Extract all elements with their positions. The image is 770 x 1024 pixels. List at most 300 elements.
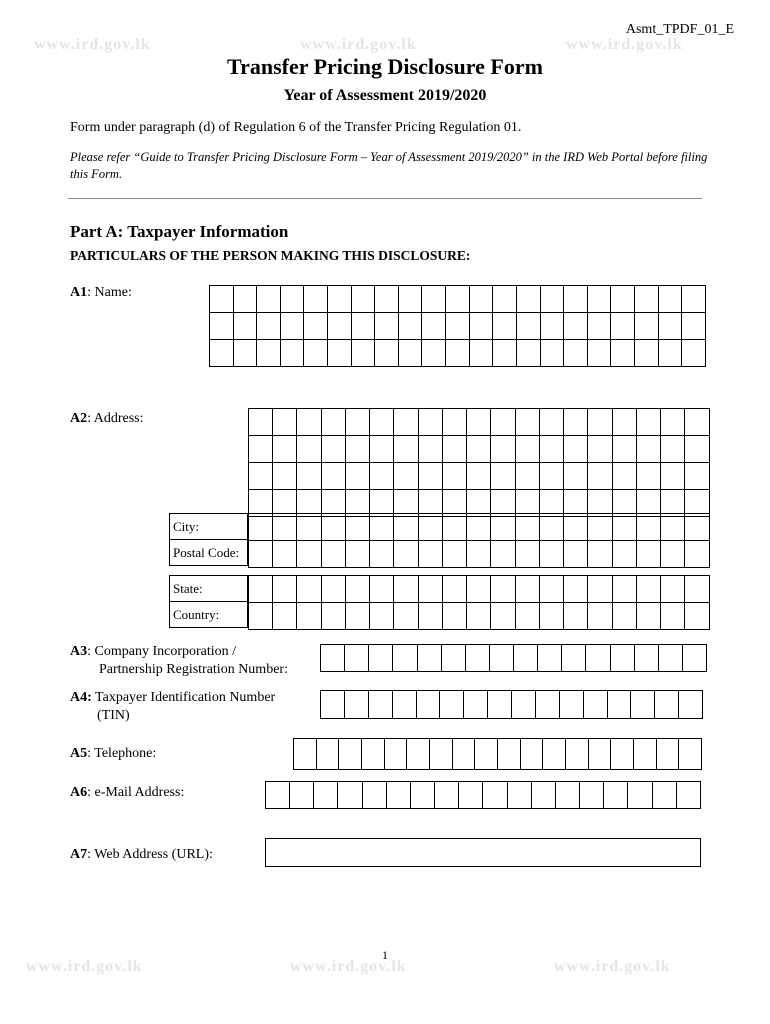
char-box[interactable]: [321, 409, 345, 436]
char-box[interactable]: [370, 603, 394, 630]
char-box[interactable]: [304, 286, 328, 313]
char-box[interactable]: [634, 313, 658, 340]
char-box[interactable]: [361, 739, 384, 770]
char-box[interactable]: [493, 313, 517, 340]
char-box[interactable]: [249, 541, 273, 568]
char-box[interactable]: [634, 340, 658, 367]
char-box[interactable]: [422, 313, 446, 340]
char-box[interactable]: [636, 576, 660, 603]
char-box[interactable]: [459, 782, 483, 809]
char-box[interactable]: [475, 739, 498, 770]
char-box[interactable]: [631, 691, 655, 719]
char-box[interactable]: [394, 576, 418, 603]
char-box[interactable]: [564, 541, 588, 568]
char-box[interactable]: [516, 340, 540, 367]
char-box[interactable]: [539, 576, 563, 603]
char-box[interactable]: [304, 340, 328, 367]
char-box[interactable]: [297, 463, 321, 490]
char-box[interactable]: [398, 340, 422, 367]
char-box[interactable]: [280, 313, 304, 340]
char-box[interactable]: [489, 645, 513, 672]
char-box[interactable]: [273, 541, 297, 568]
char-box[interactable]: [467, 576, 491, 603]
char-box[interactable]: [249, 603, 273, 630]
char-box[interactable]: [398, 313, 422, 340]
char-box[interactable]: [587, 340, 611, 367]
char-box[interactable]: [636, 603, 660, 630]
char-box[interactable]: [633, 739, 656, 770]
char-box[interactable]: [636, 409, 660, 436]
char-box[interactable]: [491, 603, 515, 630]
char-box[interactable]: [370, 541, 394, 568]
char-box[interactable]: [535, 691, 559, 719]
a5-label: A5: Telephone:: [70, 746, 157, 761]
char-box[interactable]: [375, 286, 399, 313]
char-box[interactable]: [410, 782, 434, 809]
char-box[interactable]: [612, 514, 636, 541]
char-box[interactable]: [418, 576, 442, 603]
city-postal-input-grid[interactable]: [248, 513, 710, 568]
char-box[interactable]: [280, 340, 304, 367]
char-box[interactable]: [587, 286, 611, 313]
char-box[interactable]: [418, 541, 442, 568]
a1-label: A1: Name:: [70, 285, 132, 300]
char-box[interactable]: [612, 409, 636, 436]
char-box[interactable]: [467, 463, 491, 490]
char-box[interactable]: [394, 514, 418, 541]
char-box[interactable]: [249, 576, 273, 603]
char-box[interactable]: [660, 603, 684, 630]
char-box[interactable]: [210, 286, 234, 313]
char-box[interactable]: [559, 691, 583, 719]
char-box[interactable]: [321, 436, 345, 463]
char-box[interactable]: [370, 576, 394, 603]
char-box[interactable]: [540, 286, 564, 313]
char-box[interactable]: [328, 286, 352, 313]
state-country-input-grid[interactable]: [248, 575, 710, 630]
char-box[interactable]: [587, 313, 611, 340]
char-box[interactable]: [467, 541, 491, 568]
char-box[interactable]: [636, 541, 660, 568]
a6-label: A6: e-Mail Address:: [70, 785, 185, 800]
char-box[interactable]: [588, 463, 612, 490]
char-box[interactable]: [660, 463, 684, 490]
char-box[interactable]: [520, 739, 543, 770]
char-box[interactable]: [588, 436, 612, 463]
a3-label: A3: Company Incorporation / Partnership Registration Number:: [70, 644, 288, 677]
char-box[interactable]: [290, 782, 314, 809]
char-box[interactable]: [507, 782, 531, 809]
char-box[interactable]: [685, 436, 709, 463]
char-box[interactable]: [442, 436, 466, 463]
char-box[interactable]: [685, 514, 709, 541]
char-box[interactable]: [515, 603, 539, 630]
char-box[interactable]: [429, 739, 452, 770]
char-box[interactable]: [370, 514, 394, 541]
char-box[interactable]: [273, 514, 297, 541]
char-box[interactable]: [442, 463, 466, 490]
char-box[interactable]: [321, 691, 345, 719]
char-box[interactable]: [321, 645, 345, 672]
char-box[interactable]: [416, 691, 440, 719]
char-box[interactable]: [540, 340, 564, 367]
char-box[interactable]: [464, 691, 488, 719]
char-box[interactable]: [539, 514, 563, 541]
char-box[interactable]: [392, 691, 416, 719]
char-box[interactable]: [588, 739, 611, 770]
name-input-grid[interactable]: [209, 285, 706, 367]
page-title: Transfer Pricing Disclosure Form: [227, 54, 543, 79]
char-box[interactable]: [394, 463, 418, 490]
char-box[interactable]: [273, 436, 297, 463]
char-box[interactable]: [370, 463, 394, 490]
char-box[interactable]: [636, 514, 660, 541]
char-box[interactable]: [539, 409, 563, 436]
char-box[interactable]: [210, 313, 234, 340]
char-box[interactable]: [515, 541, 539, 568]
char-box[interactable]: [685, 541, 709, 568]
char-box[interactable]: [418, 603, 442, 630]
char-box[interactable]: [564, 576, 588, 603]
char-box[interactable]: [658, 313, 682, 340]
char-box[interactable]: [345, 436, 369, 463]
char-box[interactable]: [610, 645, 634, 672]
char-box[interactable]: [351, 313, 375, 340]
char-box[interactable]: [611, 313, 635, 340]
char-box[interactable]: [233, 340, 257, 367]
char-box[interactable]: [435, 782, 459, 809]
char-box[interactable]: [273, 409, 297, 436]
char-box[interactable]: [656, 739, 679, 770]
char-box[interactable]: [604, 782, 628, 809]
char-box[interactable]: [565, 739, 588, 770]
char-box[interactable]: [422, 340, 446, 367]
char-box[interactable]: [679, 691, 703, 719]
watermark-text: www.ird.gov.lk: [300, 36, 417, 53]
char-box[interactable]: [655, 691, 679, 719]
watermark-text: www.ird.gov.lk: [26, 958, 143, 975]
guide-note: Please refer “Guide to Transfer Pricing Disclosure Form – Year of Assessment 2019/2020” in the IRD Web Portal before filing this Form.: [70, 150, 708, 181]
char-box[interactable]: [564, 340, 588, 367]
char-box[interactable]: [483, 782, 507, 809]
char-box[interactable]: [442, 541, 466, 568]
watermark-text: www.ird.gov.lk: [34, 36, 151, 53]
char-box[interactable]: [611, 286, 635, 313]
char-box[interactable]: [446, 286, 470, 313]
char-box[interactable]: [280, 286, 304, 313]
char-box[interactable]: [316, 739, 339, 770]
char-box[interactable]: [257, 313, 281, 340]
char-box[interactable]: [660, 541, 684, 568]
char-box[interactable]: [465, 645, 489, 672]
char-box[interactable]: [564, 463, 588, 490]
email-input-grid[interactable]: [265, 781, 701, 809]
char-box[interactable]: [345, 541, 369, 568]
char-box[interactable]: [515, 436, 539, 463]
char-box[interactable]: [682, 313, 706, 340]
char-box[interactable]: [418, 514, 442, 541]
char-box[interactable]: [493, 286, 517, 313]
char-box[interactable]: [384, 739, 407, 770]
a4-label: A4: Taxpayer Identification Number (TIN): [70, 690, 276, 723]
char-box[interactable]: [440, 691, 464, 719]
char-box[interactable]: [564, 286, 588, 313]
char-box[interactable]: [442, 576, 466, 603]
char-box[interactable]: [685, 409, 709, 436]
char-box[interactable]: [491, 463, 515, 490]
char-box[interactable]: [685, 463, 709, 490]
char-box[interactable]: [375, 313, 399, 340]
char-box[interactable]: [469, 286, 493, 313]
form-code: Asmt_TPDF_01_E: [625, 22, 734, 37]
char-box[interactable]: [339, 739, 362, 770]
char-box[interactable]: [273, 603, 297, 630]
char-box[interactable]: [658, 286, 682, 313]
char-box[interactable]: [345, 645, 369, 672]
char-box[interactable]: [345, 463, 369, 490]
char-box[interactable]: [249, 409, 273, 436]
intro-text: Form under paragraph (d) of Regulation 6 of the Transfer Pricing Regulation 01.: [70, 120, 522, 135]
char-box[interactable]: [233, 313, 257, 340]
char-box[interactable]: [634, 645, 658, 672]
char-box[interactable]: [407, 739, 430, 770]
char-box[interactable]: [442, 409, 466, 436]
char-box[interactable]: [297, 514, 321, 541]
watermark-text: www.ird.gov.lk: [290, 958, 407, 975]
char-box[interactable]: [491, 514, 515, 541]
char-box[interactable]: [491, 576, 515, 603]
char-box[interactable]: [539, 603, 563, 630]
char-box[interactable]: [257, 286, 281, 313]
char-box[interactable]: [233, 286, 257, 313]
char-box[interactable]: [612, 603, 636, 630]
char-box[interactable]: [370, 436, 394, 463]
char-box[interactable]: [469, 313, 493, 340]
char-box[interactable]: [362, 782, 386, 809]
char-box[interactable]: [588, 603, 612, 630]
char-box[interactable]: [210, 340, 234, 367]
char-box[interactable]: [297, 576, 321, 603]
char-box[interactable]: [539, 541, 563, 568]
char-box[interactable]: [297, 409, 321, 436]
watermark-text: www.ird.gov.lk: [566, 36, 683, 53]
char-box[interactable]: [580, 782, 604, 809]
char-box[interactable]: [368, 691, 392, 719]
char-box[interactable]: [491, 409, 515, 436]
char-box[interactable]: [612, 463, 636, 490]
char-box[interactable]: [442, 514, 466, 541]
part-a-heading: Part A: Taxpayer Information: [70, 222, 289, 241]
char-box[interactable]: [588, 409, 612, 436]
char-box[interactable]: [345, 576, 369, 603]
state-label: State:: [170, 576, 248, 602]
char-box[interactable]: [660, 576, 684, 603]
char-box[interactable]: [636, 436, 660, 463]
char-box[interactable]: [328, 340, 352, 367]
char-box[interactable]: [467, 514, 491, 541]
char-box[interactable]: [370, 409, 394, 436]
char-box[interactable]: [344, 691, 368, 719]
telephone-input-grid[interactable]: [293, 738, 702, 770]
char-box[interactable]: [394, 409, 418, 436]
char-box[interactable]: [418, 436, 442, 463]
char-box[interactable]: [345, 409, 369, 436]
char-box[interactable]: [543, 739, 566, 770]
char-box[interactable]: [491, 436, 515, 463]
char-box[interactable]: [564, 436, 588, 463]
char-box[interactable]: [266, 782, 290, 809]
char-box[interactable]: [249, 463, 273, 490]
char-box[interactable]: [607, 691, 631, 719]
char-box[interactable]: [297, 541, 321, 568]
char-box[interactable]: [660, 409, 684, 436]
char-box[interactable]: [564, 313, 588, 340]
char-box[interactable]: [586, 645, 610, 672]
char-box[interactable]: [555, 782, 579, 809]
char-box[interactable]: [531, 782, 555, 809]
char-box[interactable]: [515, 463, 539, 490]
char-box[interactable]: [314, 782, 338, 809]
char-box[interactable]: [418, 463, 442, 490]
char-box[interactable]: [562, 645, 586, 672]
char-box[interactable]: [273, 463, 297, 490]
char-box[interactable]: [583, 691, 607, 719]
postal-code-label: Postal Code:: [170, 540, 248, 566]
char-box[interactable]: [375, 340, 399, 367]
char-box[interactable]: [398, 286, 422, 313]
char-box[interactable]: [564, 603, 588, 630]
char-box[interactable]: [273, 576, 297, 603]
char-box[interactable]: [512, 691, 536, 719]
char-box[interactable]: [441, 645, 465, 672]
char-box[interactable]: [418, 409, 442, 436]
char-box[interactable]: [442, 603, 466, 630]
char-box[interactable]: [328, 313, 352, 340]
char-box[interactable]: [257, 340, 281, 367]
a7-label: A7: Web Address (URL):: [70, 847, 213, 862]
city-label: City:: [170, 514, 248, 540]
char-box[interactable]: [658, 340, 682, 367]
char-box[interactable]: [682, 645, 706, 672]
char-box[interactable]: [467, 603, 491, 630]
char-box[interactable]: [394, 541, 418, 568]
char-box[interactable]: [351, 340, 375, 367]
char-box[interactable]: [304, 313, 328, 340]
page-subtitle: Year of Assessment 2019/2020: [283, 87, 487, 104]
char-box[interactable]: [679, 739, 702, 770]
char-box[interactable]: [538, 645, 562, 672]
char-box[interactable]: [321, 576, 345, 603]
char-box[interactable]: [515, 576, 539, 603]
char-box[interactable]: [539, 463, 563, 490]
char-box[interactable]: [685, 603, 709, 630]
char-box[interactable]: [321, 603, 345, 630]
char-box[interactable]: [469, 340, 493, 367]
a2-label: A2: Address:: [70, 411, 144, 426]
char-box[interactable]: [611, 739, 634, 770]
char-box[interactable]: [422, 286, 446, 313]
char-box[interactable]: [685, 576, 709, 603]
char-box[interactable]: [539, 436, 563, 463]
char-box[interactable]: [417, 645, 441, 672]
char-box[interactable]: [658, 645, 682, 672]
char-box[interactable]: [446, 340, 470, 367]
char-box[interactable]: [321, 463, 345, 490]
char-box[interactable]: [369, 645, 393, 672]
tin-input-grid[interactable]: [320, 690, 703, 719]
country-label: Country:: [170, 602, 248, 628]
url-input[interactable]: [265, 838, 701, 867]
char-box[interactable]: [452, 739, 475, 770]
char-box[interactable]: [682, 340, 706, 367]
char-box[interactable]: [564, 409, 588, 436]
char-box[interactable]: [497, 739, 520, 770]
char-box[interactable]: [345, 603, 369, 630]
char-box[interactable]: [393, 645, 417, 672]
char-box[interactable]: [660, 436, 684, 463]
particulars-heading: PARTICULARS OF THE PERSON MAKING THIS DISCLOSURE:: [70, 248, 471, 263]
char-box[interactable]: [612, 436, 636, 463]
char-box[interactable]: [321, 541, 345, 568]
watermark-text: www.ird.gov.lk: [554, 958, 671, 975]
char-box[interactable]: [446, 313, 470, 340]
char-box[interactable]: [467, 409, 491, 436]
char-box[interactable]: [467, 436, 491, 463]
char-box[interactable]: [351, 286, 375, 313]
char-box[interactable]: [628, 782, 652, 809]
char-box[interactable]: [321, 514, 345, 541]
char-box[interactable]: [676, 782, 700, 809]
char-box[interactable]: [612, 541, 636, 568]
char-box[interactable]: [540, 313, 564, 340]
char-box[interactable]: [294, 739, 317, 770]
char-box[interactable]: [652, 782, 676, 809]
char-box[interactable]: [488, 691, 512, 719]
city-postal-labels: [169, 513, 248, 566]
char-box[interactable]: [682, 286, 706, 313]
char-box[interactable]: [660, 514, 684, 541]
char-box[interactable]: [564, 514, 588, 541]
char-box[interactable]: [297, 603, 321, 630]
char-box[interactable]: [249, 514, 273, 541]
char-box[interactable]: [514, 645, 538, 672]
char-box[interactable]: [338, 782, 362, 809]
char-box[interactable]: [588, 541, 612, 568]
char-box[interactable]: [588, 576, 612, 603]
divider: [68, 198, 702, 199]
char-box[interactable]: [634, 286, 658, 313]
char-box[interactable]: [588, 514, 612, 541]
char-box[interactable]: [249, 436, 273, 463]
char-box[interactable]: [515, 409, 539, 436]
char-box[interactable]: [493, 340, 517, 367]
char-box[interactable]: [386, 782, 410, 809]
char-box[interactable]: [491, 541, 515, 568]
char-box[interactable]: [611, 340, 635, 367]
char-box[interactable]: [612, 576, 636, 603]
char-box[interactable]: [515, 514, 539, 541]
registration-number-input-grid[interactable]: [320, 644, 707, 672]
char-box[interactable]: [394, 603, 418, 630]
char-box[interactable]: [297, 436, 321, 463]
char-box[interactable]: [516, 286, 540, 313]
char-box[interactable]: [636, 463, 660, 490]
page-number: 1: [382, 948, 388, 962]
char-box[interactable]: [345, 514, 369, 541]
address-input-grid[interactable]: [248, 408, 710, 517]
char-box[interactable]: [516, 313, 540, 340]
char-box[interactable]: [394, 436, 418, 463]
